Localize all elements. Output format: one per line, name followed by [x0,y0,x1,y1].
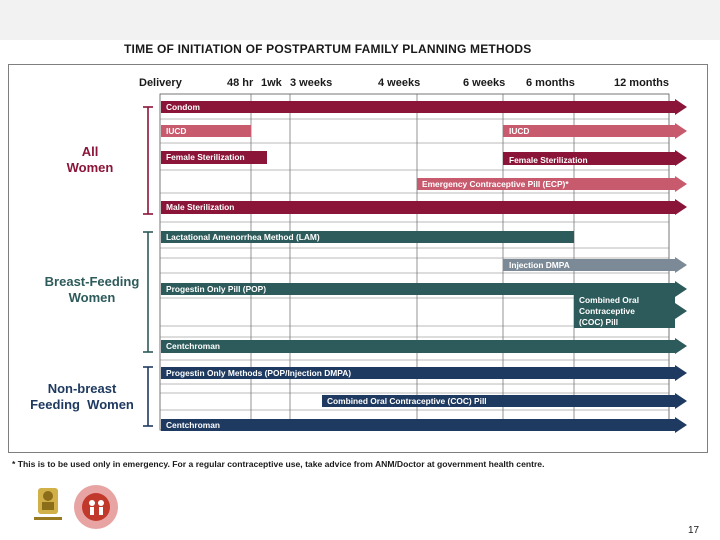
group-label-line: Breast-Feeding [44,274,140,289]
bar-coc-breast-feeding [574,293,687,328]
timeline-1wk: 1wk [261,77,282,89]
bar-female-sterilization-early-label: Female Sterilization [166,152,245,162]
group-label-line: All [81,144,99,159]
group-label-line: Women [66,160,114,175]
bar-iucd-late-label: IUCD [509,126,530,136]
bar-lam-label: Lactational Amenorrhea Method (LAM) [166,232,320,242]
bar-pop-label: Progestin Only Pill (POP) [166,284,267,294]
group-label-line: Women [68,290,116,305]
bar-male-sterilization-label: Male Sterilization [166,202,235,212]
bar-injection-dmpa [503,257,687,273]
bar-condom [161,99,687,115]
bar-ecp [417,176,687,192]
timeline-12months: 12 months [614,77,670,89]
bracket-all-women [143,107,153,214]
footnote: * This is to be used only in emergency. For a regular contraceptive use, take advice from ANM/Doctor at government health centre. [12,459,545,469]
bar-coc-line1: Combined Oral [579,295,640,305]
bar-centchroman-nbf-label: Centchroman [166,420,220,430]
timeline-6months: 6 months [526,77,575,89]
group-label-line: Non-breast [47,381,117,396]
timeline-delivery: Delivery [139,77,182,89]
bar-iucd-early [161,125,251,137]
bar-coc-nbf-label: Combined Oral Contraceptive (COC) Pill [327,396,487,406]
timeline-6weeks: 6 weeks [463,77,506,89]
national-emblem-logo [34,488,62,520]
page-title: TIME OF INITIATION OF POSTPARTUM FAMILY PLANNING METHODS [124,42,532,56]
bar-condom-label: Condom [166,102,200,112]
bar-female-sterilization-late [503,150,687,166]
bar-coc-line3: (COC) Pill [579,317,619,327]
bar-iucd-late [503,123,687,139]
timeline-3weeks: 3 weeks [290,77,333,89]
bracket-breast-feeding [143,232,153,352]
bar-coc-line2: Contraceptive [579,306,635,316]
bar-injection-dmpa-label: Injection DMPA [509,260,570,270]
timeline-48hr: 48 hr [227,77,254,89]
bar-centchroman-bf [161,338,687,354]
group-label-line: Feeding Women [30,397,134,412]
page-number: 17 [688,525,700,536]
bar-centchroman-nbf [161,417,687,433]
bar-female-sterilization-late-label: Female Sterilization [509,155,588,165]
bar-male-sterilization [161,199,687,215]
bar-iucd-early-label: IUCD [166,126,187,136]
bracket-non-breast-feeding [143,367,153,426]
bar-coc-non-breast-feeding [322,393,687,409]
bar-pom-label: Progestin Only Methods (POP/Injection DMPA) [166,368,352,378]
bar-centchroman-bf-label: Centchroman [166,341,220,351]
bar-lam [161,231,574,243]
bar-ecp-label: Emergency Contraceptive Pill (ECP)* [422,179,569,189]
bar-progestin-only-methods [161,365,687,381]
timeline-4weeks: 4 weeks [378,77,421,89]
health-mission-logo [74,485,118,529]
bar-female-sterilization-early [161,151,267,164]
